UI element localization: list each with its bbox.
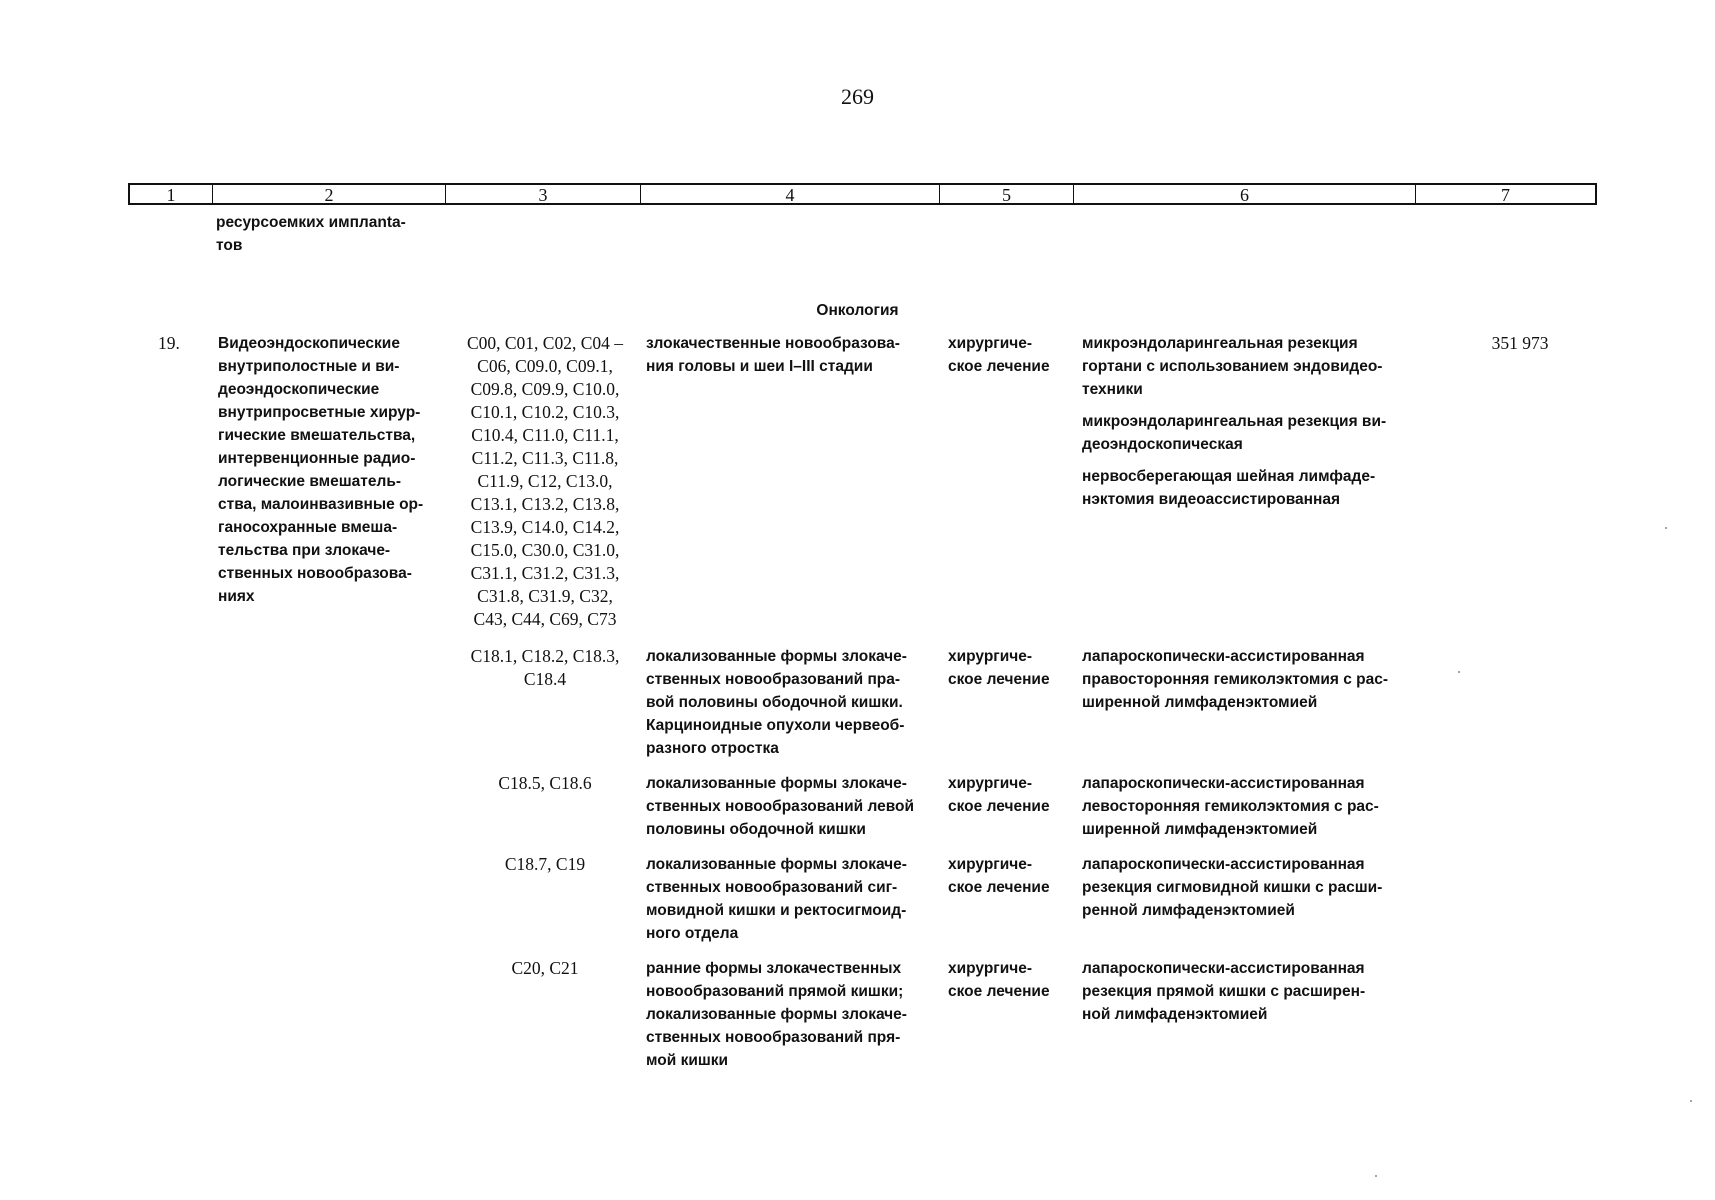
row-2-disease: локализованные формы злокаче- ственных новообразований пра- вой половины ободочной кишки. Карциноидные опухоли червеоб- разного отростка (646, 648, 907, 757)
row-1-method-2: микроэндоларингеальная резекция ви- деоэндоскопическая (1082, 413, 1387, 453)
column-header-5: 5 (940, 185, 1074, 205)
row-1-codes: C00, C01, C02, C04 – C06, C09.0, C09.1, C09.8, C09.9, C10.0, C10.1, C10.2, C10.3, C10.4, C11.0, C11.1, C11.2, C11.3, C11.8, C11.9, C12, C13.0, C13.1, C13.2, C13.8, C13.9, C14.0, C14.2, C15.0, C30.0, C31.0, C31.1, C31.2, C31.3, C31.8, C31.9, C32, C43, C44, C69, C73 (466, 333, 624, 629)
group-cost: 351 973 (1491, 333, 1549, 353)
row-3-disease: локализованные формы злокаче- ственных новообразований левой половины ободочной кишки (646, 775, 915, 838)
row-3-method-1: лапароскопически-ассистированная левосторонняя гемиколэктомия с рас- ширенной лимфаденэктомией (1082, 775, 1379, 838)
carryover-text: ресурсоемких имплanta- тов (216, 214, 406, 254)
row-4-treatment: хирургиче- ское лечение (948, 856, 1050, 896)
column-header-7: 7 (1501, 185, 1510, 205)
row-1-method-3: нервосберегающая шейная лимфаде- нэктомия видеоассистированная (1082, 468, 1376, 508)
row-1-disease: злокачественные новообразова- ния головы и шеи I–III стадии (646, 335, 900, 375)
row-3-codes: C18.5, C18.6 (498, 773, 592, 793)
column-header-6: 6 (1074, 185, 1416, 205)
row-1-method-1: микроэндоларингеальная резекция гортани с использованием эндовидео- техники (1082, 335, 1383, 398)
row-5-treatment: хирургиче- ское лечение (948, 960, 1050, 1000)
row-5-method-1: лапароскопически-ассистированная резекция прямой кишки с расширен- ной лимфаденэктомией (1082, 960, 1366, 1023)
column-header-3: 3 (446, 185, 641, 205)
column-header-2: 2 (213, 185, 446, 205)
table-header-row (128, 183, 1597, 205)
row-1-treatment: хирургиче- ское лечение (948, 335, 1050, 375)
row-2-method-1: лапароскопически-ассистированная правосторонняя гемиколэктомия с рас- ширенной лимфаденэктомией (1082, 648, 1389, 711)
column-header-1: 1 (130, 185, 213, 205)
row-4-codes: C18.7, C19 (504, 854, 586, 874)
row-2-codes: C18.1, C18.2, C18.3, C18.4 (470, 646, 620, 689)
page-number: 269 (841, 84, 874, 109)
row-5-disease: ранние формы злокачественных новообразований прямой кишки; локализованные формы злокаче- ственных новообразований пря- мой кишки (646, 960, 907, 1069)
row-3-treatment: хирургиче- ское лечение (948, 775, 1050, 815)
row-2-treatment: хирургиче- ское лечение (948, 648, 1050, 688)
scan-speck (1458, 671, 1460, 673)
scan-speck (1690, 1100, 1692, 1102)
section-title: Онкология (816, 302, 899, 319)
row-4-method-1: лапароскопически-ассистированная резекция сигмовидной кишки с расши- ренной лимфаденэктомией (1082, 856, 1383, 919)
group-name: Видеоэндоскопические внутриполостные и ви- деоэндоскопические внутрипросветные хирур- гические вмешательства, интервенционные радио- логические вмешатель- ства, малоинвазивные ор- ганосохранные вмеша- тельства при злокаче- ственных новообразова- ниях (218, 335, 424, 605)
column-header-4: 4 (641, 185, 940, 205)
row-5-codes: C20, C21 (511, 958, 579, 978)
scan-speck (1375, 1175, 1377, 1177)
group-number: 19. (158, 333, 180, 353)
scan-speck (1665, 527, 1667, 529)
row-4-disease: локализованные формы злокаче- ственных новообразований сиг- мовидной кишки и ректосигмоид- ного отдела (646, 856, 907, 942)
